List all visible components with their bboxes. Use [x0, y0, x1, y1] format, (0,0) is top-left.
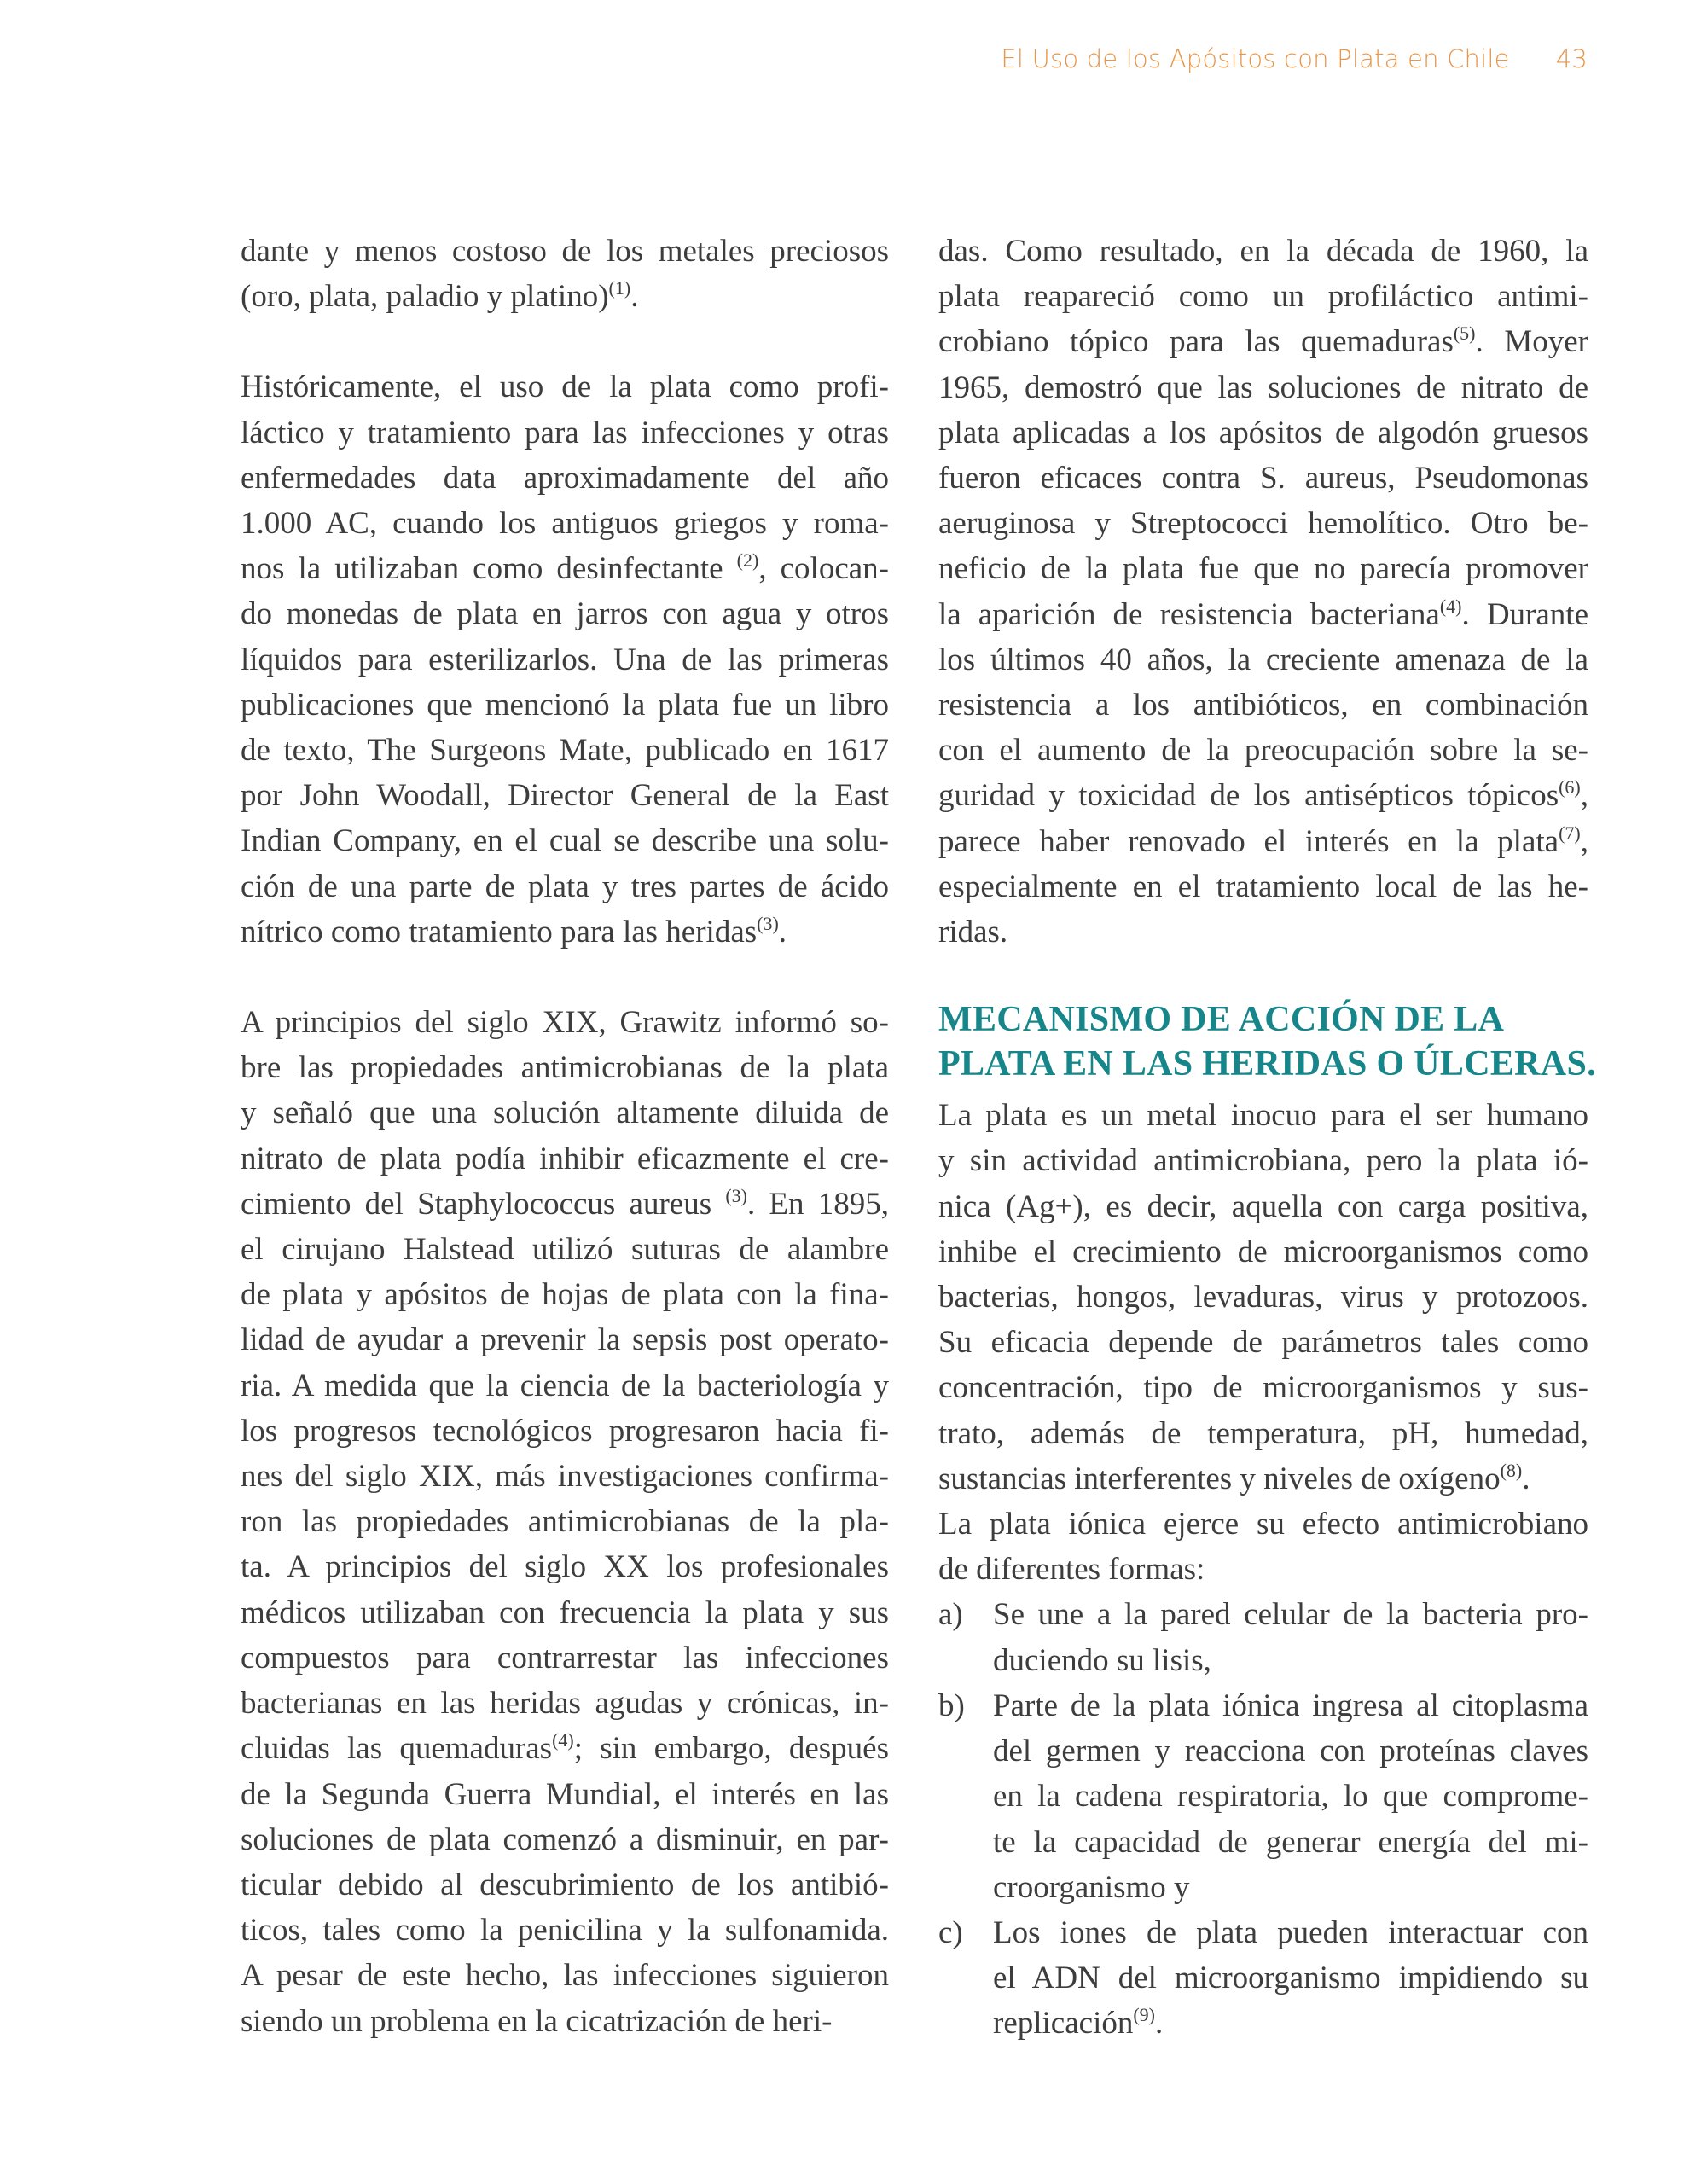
citation-ref: (3): [725, 1184, 747, 1206]
citation-ref: (4): [1439, 595, 1462, 617]
text-line: ta. A principios del siglo XX los profesionales: [241, 1549, 889, 1585]
page-number: 43: [1555, 44, 1588, 73]
text-line: cluidas las quemaduras$^{(4)}$; sin embargo, después: [241, 1729, 889, 1767]
text-line: de texto, The Surgeons Mate, publicado en 1617: [241, 733, 889, 769]
text-line: con el aumento de la preocupación sobre la se-: [938, 733, 1588, 769]
text-line: publicaciones que mencionó la plata fue un libro: [241, 687, 889, 723]
text-line: bre las propiedades antimicrobianas de la plata: [241, 1050, 889, 1086]
paragraph: [938, 1093, 1588, 1502]
list-item-text: [993, 1592, 1588, 1682]
list-item: [938, 1592, 1588, 1682]
text-line: te la capacidad de generar energía del mi-: [993, 1824, 1588, 1860]
text-line: Indian Company, en el cual se describe una solu-: [241, 823, 889, 859]
text-line: La plata es un metal inocuo para el ser humano: [938, 1098, 1588, 1134]
citation-ref: (2): [736, 549, 759, 572]
list-marker: c): [938, 1914, 963, 1950]
text-line: Se une a la pared celular de la bacteria pro-: [993, 1597, 1588, 1633]
text-line: médicos utilizaban con frecuencia la plata y sus: [241, 1594, 889, 1630]
text-line: trato, además de temperatura, pH, humedad,: [938, 1415, 1588, 1451]
text-line: de la Segunda Guerra Mundial, el interés en las: [241, 1776, 889, 1812]
text-line: los progresos tecnológicos progresaron hacia fi-: [241, 1413, 889, 1449]
list-marker: a): [938, 1597, 963, 1633]
text-line: el cirujano Halstead utilizó suturas de alambre: [241, 1232, 889, 1268]
text-line: parece haber renovado el interés en la plata$^{(7)}$,: [938, 822, 1588, 859]
text-line: lidad de ayudar a prevenir la sepsis post operato-: [241, 1322, 889, 1358]
text-line: nitrato de plata podía inhibir eficazmente el cre-: [241, 1141, 889, 1176]
text-line: nes del siglo XIX, más investigaciones confirma-: [241, 1459, 889, 1495]
text-line: dante y menos costoso de los metales preciosos: [241, 234, 889, 269]
text-line: resistencia a los antibióticos, en combinación: [938, 688, 1588, 723]
citation-ref: (6): [1559, 776, 1581, 799]
text-line: líquidos para esterilizarlos. Una de las primeras: [241, 642, 889, 677]
text-line: das. Como resultado, en la década de 1960, la: [938, 234, 1588, 269]
section-heading-line: PLATA EN LAS HERIDAS O ÚLCERAS.: [938, 1044, 1596, 1084]
text-line: ria. A medida que la ciencia de la bacteriología y: [241, 1368, 889, 1403]
text-line: A principios del siglo XIX, Grawitz informó so-: [241, 1005, 889, 1041]
text-line: ticos, tales como la penicilina y la sulfonamida.: [241, 1913, 889, 1949]
paragraph: [241, 1000, 889, 2044]
text-line: soluciones de plata comenzó a disminuir, en par-: [241, 1821, 889, 1857]
text-line: siendo un problema en la cicatrización de heri-: [241, 2003, 833, 2039]
list-marker: b): [938, 1687, 965, 1723]
paragraph: [241, 229, 889, 319]
list-item: [938, 1683, 1588, 1910]
citation-ref: (5): [1453, 322, 1476, 345]
text-line: replicación$^{(9)}$.: [993, 2004, 1164, 2042]
text-line: A pesar de este hecho, las infecciones siguieron: [241, 1958, 889, 1994]
text-line: bacterianas en las heridas agudas y crónicas, in-: [241, 1686, 889, 1722]
text-line: nos la utilizaban como desinfectante $^{(2)}$, colocan-: [241, 549, 889, 587]
text-line: Los iones de plata pueden interactuar con: [993, 1914, 1588, 1950]
text-line: y sin actividad antimicrobiana, pero la plata ió-: [938, 1143, 1588, 1179]
text-line: La plata iónica ejerce su efecto antimicrobiano: [938, 1507, 1588, 1542]
text-line: láctico y tratamiento para las infecciones y otras: [241, 415, 889, 450]
text-line: compuestos para contrarrestar las infecciones: [241, 1640, 889, 1676]
citation-ref: (4): [552, 1729, 574, 1751]
text-line: nítrico como tratamiento para las heridas$^{(3)}$.: [241, 912, 787, 950]
text-line: de diferentes formas:: [938, 1552, 1205, 1588]
list-item: [938, 1910, 1588, 2047]
paragraph: [241, 364, 889, 955]
text-line: bacterias, hongos, levaduras, virus y protozoos.: [938, 1280, 1588, 1316]
text-line: ticular debido al descubrimiento de los antibió-: [241, 1867, 889, 1902]
text-line: aeruginosa y Streptococci hemolítico. Otro be-: [938, 506, 1588, 542]
text-line: el ADN del microorganismo impidiendo su: [993, 1960, 1588, 1996]
text-line: croorganismo y: [993, 1869, 1190, 1905]
text-line: la aparición de resistencia bacteriana$^{(4)}$. Durante: [938, 595, 1589, 632]
text-line: especialmente en el tratamiento local de las he-: [938, 868, 1588, 904]
text-line: guridad y toxicidad de los antisépticos tópicos$^{(6)}$,: [938, 776, 1588, 814]
citation-ref: (7): [1559, 822, 1581, 844]
citation-ref: (8): [1500, 1459, 1523, 1481]
text-line: fueron eficaces contra S. aureus, Pseudomonas: [938, 461, 1588, 497]
text-line: Parte de la plata iónica ingresa al citoplasma: [993, 1687, 1588, 1723]
text-line: (oro, plata, paladio y platino)$^{(1)}$.: [241, 277, 639, 315]
text-line: ción de una parte de plata y tres partes de ácido: [241, 868, 889, 904]
text-line: concentración, tipo de microorganismos y sus-: [938, 1370, 1588, 1406]
text-line: sustancias interferentes y niveles de oxígeno$^{(8)}$.: [938, 1459, 1530, 1496]
citation-ref: (3): [757, 912, 779, 934]
section-heading-line: MECANISMO DE ACCIÓN DE LA: [938, 1000, 1505, 1040]
citation-ref: (9): [1133, 2004, 1156, 2026]
text-line: Históricamente, el uso de la plata como profi-: [241, 369, 889, 405]
text-line: inhibe el crecimiento de microorganismos como: [938, 1234, 1588, 1269]
text-line: enfermedades data aproximadamente del año: [241, 460, 889, 496]
paragraph: [938, 1502, 1588, 1592]
text-line: crobiano tópico para las quemaduras$^{(5)}$. Moyer: [938, 322, 1588, 360]
text-line: cimiento del Staphylococcus aureus $^{(3)}$. En 1895,: [241, 1184, 889, 1222]
text-line: nica (Ag+), es decir, aquella con carga positiva,: [938, 1188, 1588, 1224]
text-line: neficio de la plata fue que no parecía promover: [938, 551, 1588, 587]
mechanism-list: [938, 1592, 1588, 2046]
text-line: por John Woodall, Director General de la East: [241, 778, 889, 814]
text-line: ron las propiedades antimicrobianas de la pla-: [241, 1504, 889, 1540]
text-line: 1.000 AC, cuando los antiguos griegos y roma-: [241, 506, 889, 542]
paragraph: [938, 229, 1588, 955]
text-line: plata aplicadas a los apósitos de algodón gruesos: [938, 415, 1588, 450]
list-item-text: [993, 1910, 1588, 2047]
text-line: 1965, demostró que las soluciones de nitrato de: [938, 369, 1588, 405]
text-line: y señaló que una solución altamente diluida de: [241, 1095, 889, 1131]
running-header-title: El Uso de los Apósitos con Plata en Chile: [1001, 44, 1510, 73]
text-line: duciendo su lisis,: [993, 1642, 1211, 1678]
right-column: [938, 229, 1596, 2047]
text-line: do monedas de plata en jarros con agua y otros: [241, 596, 889, 632]
text-line: Su eficacia depende de parámetros tales como: [938, 1325, 1588, 1361]
citation-ref: (1): [608, 277, 631, 299]
running-header: [1001, 44, 1588, 73]
text-line: los últimos 40 años, la creciente amenaza de la: [938, 642, 1588, 677]
text-line: de plata y apósitos de hojas de plata con la fina-: [241, 1277, 889, 1313]
text-line: ridas.: [938, 915, 1008, 950]
left-column: [241, 229, 889, 2044]
section-heading: [938, 997, 1596, 1086]
text-line: en la cadena respiratoria, lo que comprome-: [993, 1779, 1588, 1815]
text-line: plata reapareció como un profiláctico antimi-: [938, 279, 1588, 315]
text-line: del germen y reacciona con proteínas claves: [993, 1734, 1588, 1769]
list-item-text: [993, 1683, 1588, 1910]
